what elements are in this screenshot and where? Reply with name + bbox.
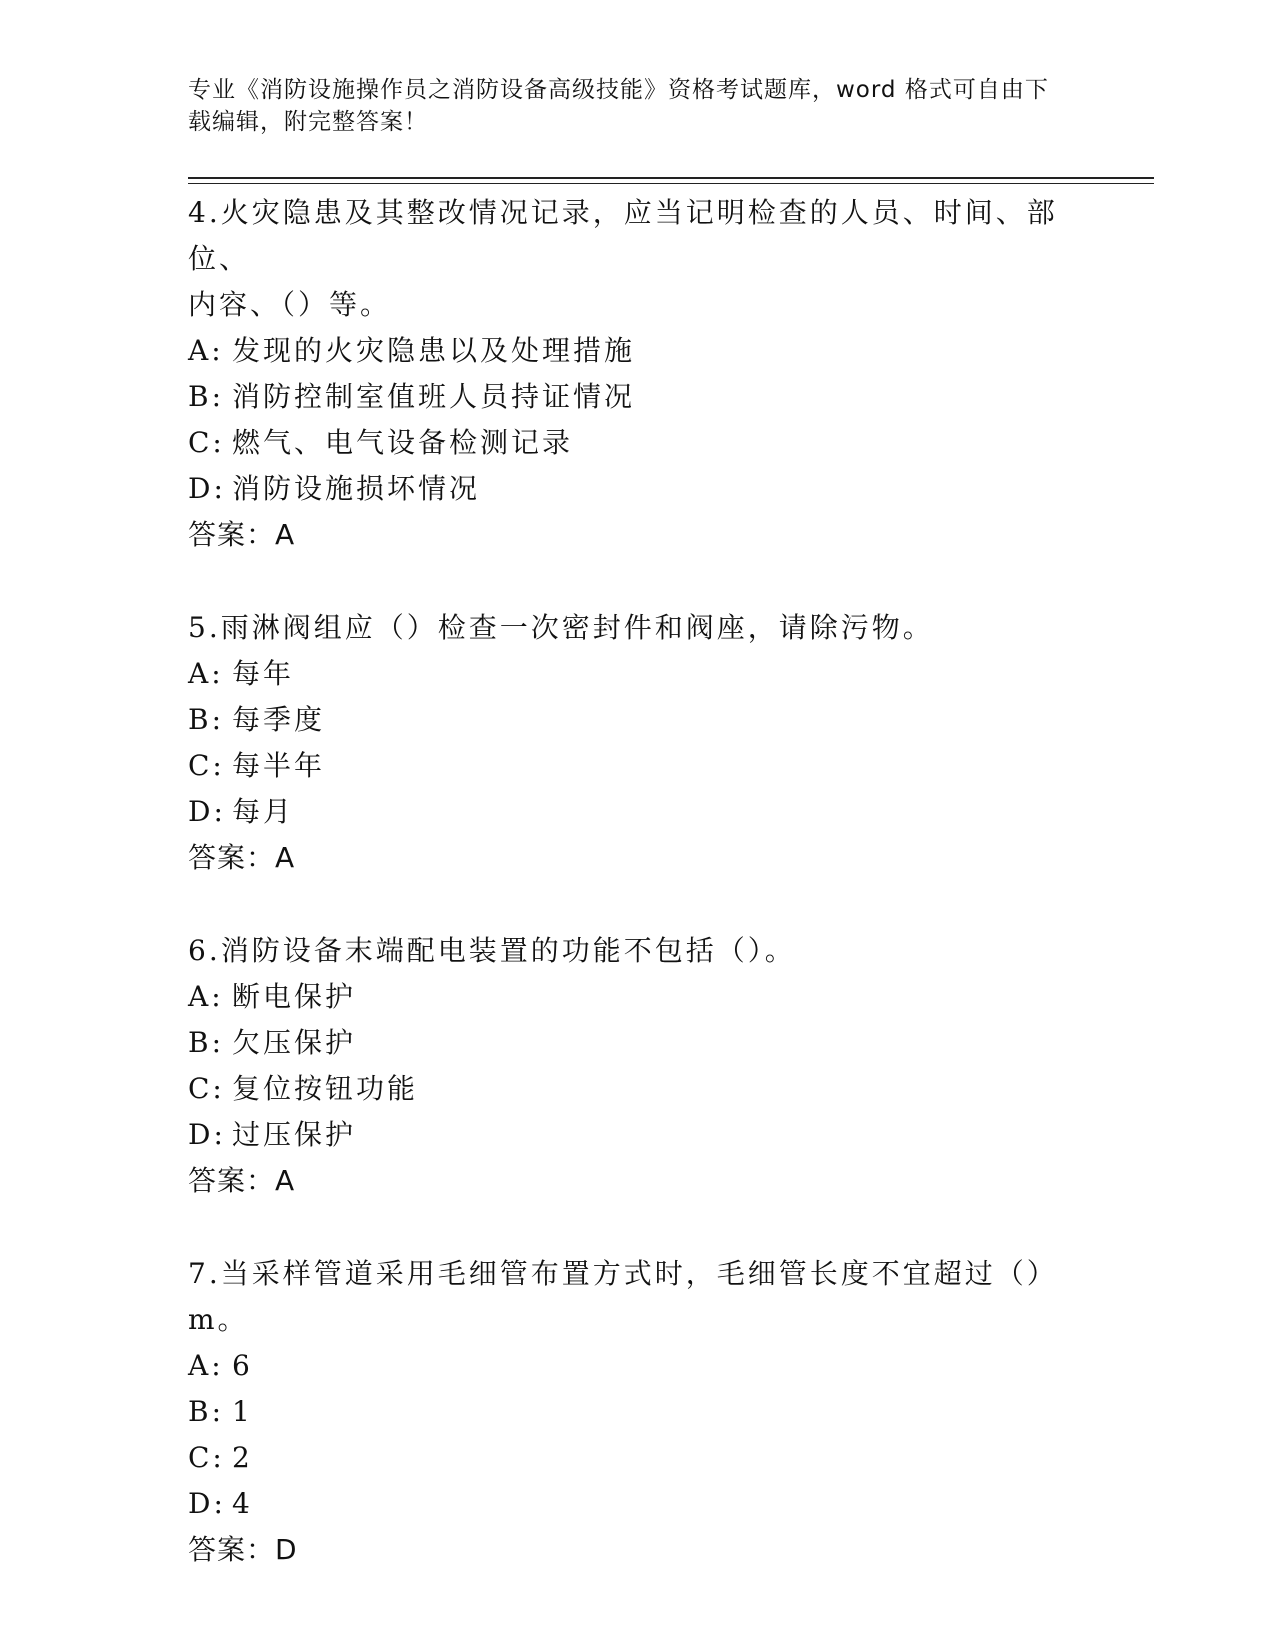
answer: 答案：D [188, 1533, 298, 1566]
question-7 [188, 1251, 1088, 1573]
header-divider-thin [188, 183, 1154, 184]
question-5 [188, 605, 1088, 881]
question-6 [188, 928, 1088, 1204]
option-text: 每季度 [232, 703, 326, 736]
option-a [188, 651, 1088, 697]
option-label: A: [188, 334, 224, 367]
question-4 [188, 190, 1088, 558]
option-text: 消防设施损坏情况 [232, 472, 481, 505]
option-text: 燃气、电气设备检测记录 [232, 426, 574, 459]
question-stem: 7.当采样管道采用毛细管布置方式时，毛细管长度不宜超过（）m。 [188, 1257, 1058, 1336]
answer: 答案：A [188, 841, 296, 874]
option-c [188, 743, 1088, 789]
option-a [188, 1343, 1088, 1389]
option-label: A: [188, 1349, 224, 1382]
option-text: 2 [232, 1441, 253, 1474]
option-text: 1 [232, 1395, 253, 1428]
option-text: 6 [232, 1349, 253, 1382]
option-label: D: [188, 795, 226, 828]
option-b [188, 1020, 1088, 1066]
option-label: A: [188, 980, 224, 1013]
option-c [188, 1435, 1088, 1481]
question-stem: 6.消防设备末端配电装置的功能不包括（）。 [188, 934, 796, 967]
option-d [188, 1481, 1088, 1527]
option-d [188, 789, 1088, 835]
option-text: 每月 [232, 795, 295, 828]
option-a [188, 974, 1088, 1020]
answer: 答案：A [188, 1164, 296, 1197]
option-d [188, 1112, 1088, 1158]
question-stem: 5.雨淋阀组应（）检查一次密封件和阀座，请除污物。 [188, 611, 934, 644]
option-label: D: [188, 1118, 226, 1151]
option-label: B: [188, 380, 225, 413]
option-label: C: [188, 749, 225, 782]
option-text: 每年 [232, 657, 295, 690]
question-list [188, 190, 1088, 1620]
option-d [188, 466, 1088, 512]
option-c [188, 1066, 1088, 1112]
option-text: 发现的火灾隐患以及处理措施 [232, 334, 636, 367]
option-label: C: [188, 1441, 225, 1474]
answer: 答案：A [188, 518, 296, 551]
option-label: B: [188, 1395, 225, 1428]
option-label: B: [188, 703, 225, 736]
option-a [188, 328, 1088, 374]
option-text: 消防控制室值班人员持证情况 [232, 380, 636, 413]
option-c [188, 420, 1088, 466]
header-line-1: 专业《消防设施操作员之消防设备高级技能》资格考试题库，word 格式可自由下 [188, 77, 1049, 103]
document-header [188, 74, 1078, 138]
option-label: D: [188, 1487, 226, 1520]
header-line-2: 载编辑，附完整答案！ [188, 109, 428, 135]
question-stem: 4.火灾隐患及其整改情况记录，应当记明检查的人员、时间、部位、 [188, 196, 1058, 275]
option-text: 过压保护 [232, 1118, 357, 1151]
option-label: C: [188, 426, 225, 459]
option-b [188, 1389, 1088, 1435]
option-text: 欠压保护 [232, 1026, 357, 1059]
option-text: 每半年 [232, 749, 326, 782]
option-label: A: [188, 657, 224, 690]
option-label: B: [188, 1026, 225, 1059]
option-text: 4 [232, 1487, 253, 1520]
header-divider-thick [188, 177, 1154, 179]
option-text: 断电保护 [232, 980, 357, 1013]
question-stem-continued: 内容、（）等。 [188, 288, 392, 321]
option-b [188, 374, 1088, 420]
option-text: 复位按钮功能 [232, 1072, 419, 1105]
option-b [188, 697, 1088, 743]
option-label: D: [188, 472, 226, 505]
option-label: C: [188, 1072, 225, 1105]
